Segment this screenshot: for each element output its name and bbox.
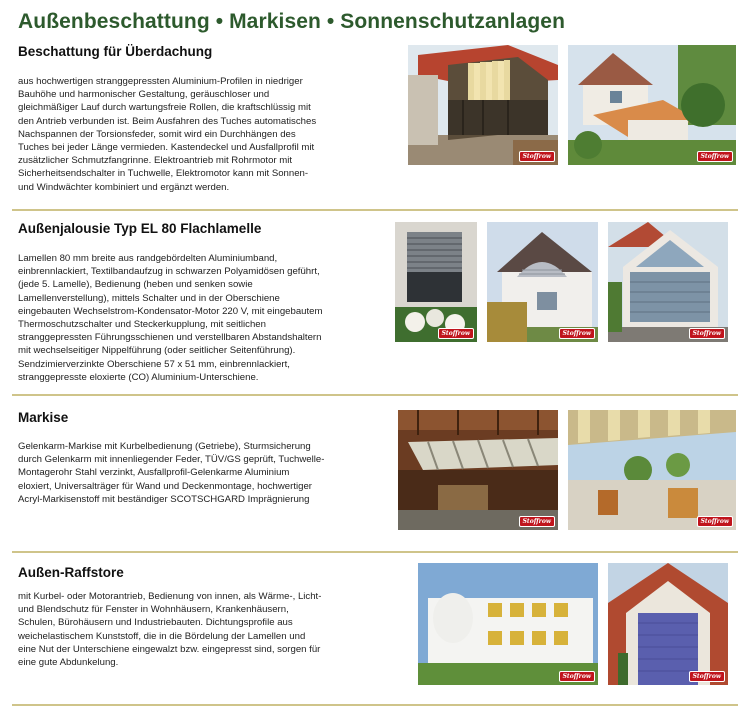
- brand-badge: Stoffrow: [559, 671, 595, 682]
- photo-house-canopy: [568, 45, 736, 165]
- section-title: Beschattung für Überdachung: [18, 44, 213, 59]
- brand-badge: Stoffrow: [689, 671, 725, 682]
- section-title: Außenjalousie Typ EL 80 Flachlamelle: [18, 221, 262, 236]
- section-title: Markise: [18, 410, 69, 425]
- photo-gable-glass-house: [608, 222, 728, 342]
- photo-window-blinds: [395, 222, 477, 342]
- photo-arched-house: [487, 222, 598, 342]
- section-title: Außen-Raffstore: [18, 565, 124, 580]
- section-divider: [12, 209, 738, 211]
- photo-office-building: [418, 563, 598, 685]
- section-text: mit Kurbel- oder Motorantrieb, Bedienung von innen, als Wärme-, Licht- und Blendschutz für Fenster in Wohnhäusern, Krankenhäusern, Schulen, Bürohäusern und Industriebauten. Dichtungsprofile aus weichelastischem Kunststoff, die in die Bördelung der Lamellen und eine Nut der Unterschiene eingewalzt bzw. eingepresst sind, sorgen für eine gute Abdunkelung.: [18, 591, 322, 669]
- section-divider: [12, 704, 738, 706]
- page-title: Außenbeschattung • Markisen • Sonnenschutzanlagen: [18, 10, 566, 33]
- brand-badge: Stoffrow: [438, 328, 474, 339]
- brand-badge: Stoffrow: [689, 328, 725, 339]
- section-divider: [12, 551, 738, 553]
- brand-badge: Stoffrow: [519, 151, 555, 162]
- photo-balcony-awning: [568, 410, 736, 530]
- brand-badge: Stoffrow: [559, 328, 595, 339]
- section-text: aus hochwertigen stranggepressten Aluminium-Profilen in niedriger Bauhöhe und harmonischer Gestaltung, geräuschloser und gleichmäßiger Lauf durch wartungsfreie Rollen, die kraftschlüssig mit den Antrieb verbunden ist. Beim Ausfahren des Tuches automatisches Nachspannen der Torsionsfeder, somit wird ein Durchhängen des Tuches bei jeder Länge vermieden. Kastendeckel und Ausfallprofil mit zusätzlicher Schmutzfangrinne. Elektroantrieb mit Rohrmotor mit Sicherheitsendschalter in Tuchwelle, Elektromotor kann mit Sonnen- und Windwächter kombiniert und ergänzt werden.: [18, 76, 317, 193]
- photo-gable-blind: [608, 563, 728, 685]
- brand-badge: Stoffrow: [697, 151, 733, 162]
- photo-conservatory-shading: [408, 45, 558, 165]
- section-text: Lamellen 80 mm breite aus randgebördelten Aluminiumband, einbrennlackiert, Textilbandaufzug in schwarzen Polyamidösen geführt, (jede 5. Lamelle), Bedienung (heben und senken sowie Lamellenverstellung), mittels Schalter und in der Oberschiene eingebauten Wechselstrom-Kondensator-Motor 220 V, mit eingebautem Thermoschutzschalter und Steckerkupplung, mit seitlichen stranggepressten Führungsschienen und verstellbaren Abstandshaltern mit wechselseitiger Nippelführung (oder seitlicher Seitenführung). Sendzimierverzinkte Oberschiene 57 x 51 mm, einbrennlackiert, stranggepresste eloxierte (CO) Aluminium-Unterschiene.: [18, 253, 323, 383]
- section-text: Gelenkarm-Markise mit Kurbelbedienung (Getriebe), Sturmsicherung durch Gelenkarm mit innenliegender Feder, TÜV/GS geprüft, Tuchwelle- Montagerohr Stahl verzinkt, Ausfallprofil-Gelenkarme Aluminium eloxiert, Universalträger für Wand und Deckenmontage, hochwertiger Acryl-Markisenstoff mit beständiger SCOTSCHGARD Imprägnierung: [18, 441, 325, 505]
- brand-badge: Stoffrow: [519, 516, 555, 527]
- section-divider: [12, 394, 738, 396]
- photo-terrace-awning: [398, 410, 558, 530]
- brand-badge: Stoffrow: [697, 516, 733, 527]
